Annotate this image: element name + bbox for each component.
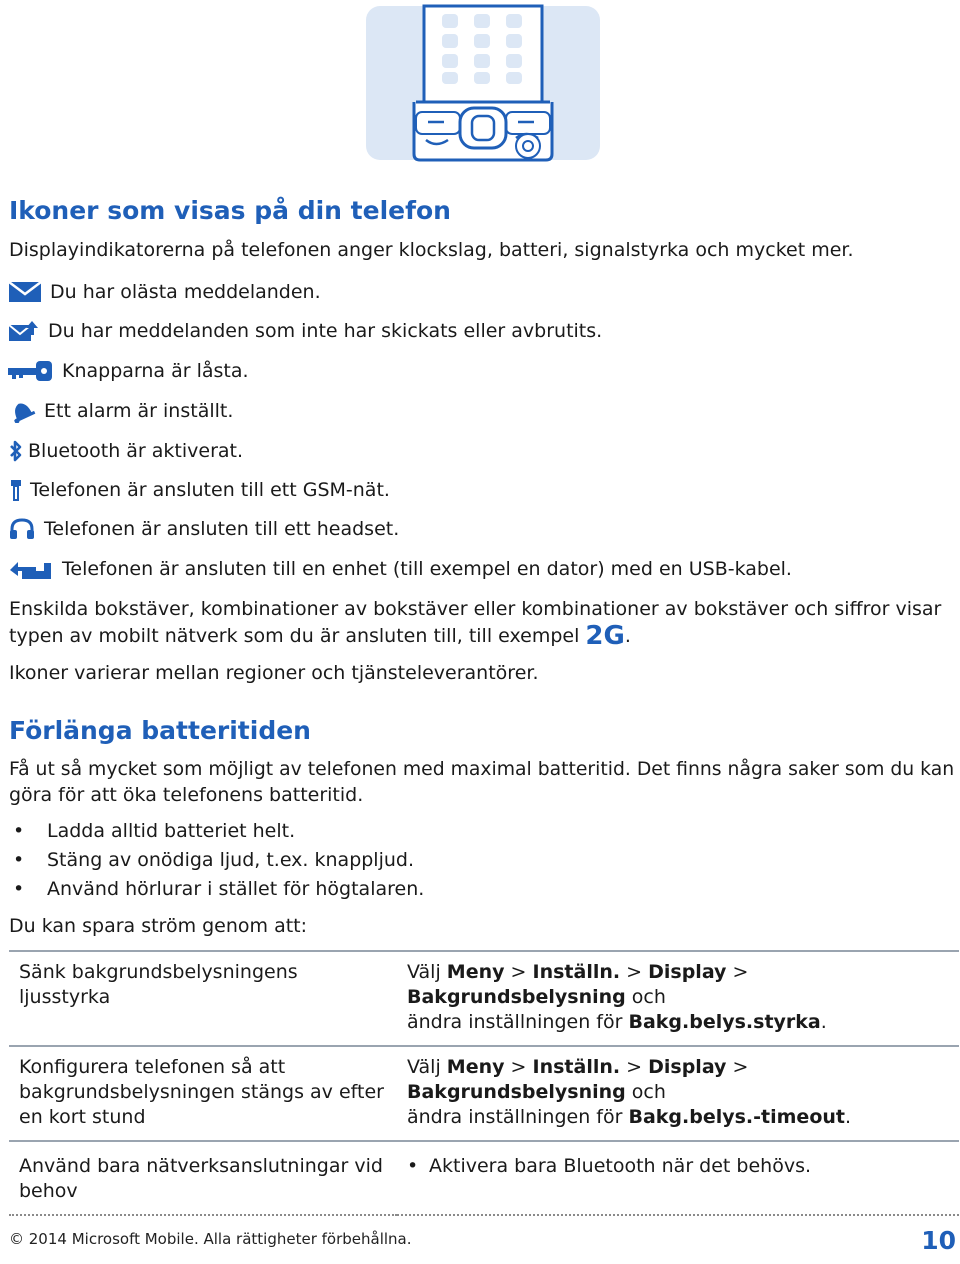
- table-cell-instruction: • Aktivera bara Bluetooth när det behövs.: [407, 1155, 812, 1177]
- list-item: • Stäng av onödiga ljud, t.ex. knappljud.: [13, 849, 415, 871]
- alarm-bell-icon: [8, 399, 36, 423]
- icon-list-item: Ett alarm är inställt.: [8, 398, 233, 424]
- table-row: [9, 1046, 959, 1141]
- list-item: • Ladda alltid batteriet helt.: [13, 820, 296, 842]
- headset-icon: [8, 517, 36, 541]
- icon-list-item: Du har meddelanden som inte har skickats eller avbrutits.: [8, 318, 602, 344]
- table-cell-action: Sänk bakgrundsbelysningens ljusstyrka: [19, 961, 298, 1008]
- list-item: • Använd hörlurar i stället för högtalaren.: [13, 878, 425, 900]
- key-lock-icon: [8, 359, 54, 383]
- battery-intro-line1: Få ut så mycket som möjligt av telefonen med maximal batteritid. Det finns några saker som du kan: [9, 759, 955, 780]
- envelope-unsent-icon: [8, 319, 40, 343]
- table-cell-instruction: Välj Meny > Inställn. > Display > Bakgrundsbelysning och ändra inställningen för Bakg.belys.styrka.: [407, 961, 827, 1033]
- table-row: [9, 952, 959, 1046]
- icons-vary-note: Ikoner varierar mellan regioner och tjänsteleverantörer.: [9, 662, 539, 684]
- icon-list-item: Bluetooth är aktiverat.: [8, 438, 243, 464]
- table-cell-instruction: Välj Meny > Inställn. > Display > Bakgrundsbelysning och ändra inställningen för Bakg.belys.-timeout.: [407, 1056, 852, 1128]
- table-cell-action: Använd bara nätverksanslutningar vid behov: [19, 1155, 383, 1202]
- network-type-text-line2: typen av mobilt nätverk som du är ansluten till, till exempel 2G .: [9, 621, 631, 651]
- section-intro: Displayindikatorerna på telefonen anger klockslag, batteri, signalstyrka och mycket mer.: [9, 239, 854, 261]
- icon-list-item: Du har olästa meddelanden.: [8, 279, 321, 305]
- usb-connection-icon: [8, 557, 52, 581]
- icon-list-item: Knapparna är låsta.: [8, 358, 249, 384]
- section-title-icons: Ikoner som visas på din telefon: [9, 196, 451, 225]
- bluetooth-icon: [8, 439, 24, 463]
- save-power-intro: Du kan spara ström genom att:: [9, 915, 308, 937]
- gsm-antenna-icon: [8, 478, 24, 502]
- table-cell-action: Konfigurera telefonen så att bakgrundsbelysningen stängs av efter en kort stund: [19, 1056, 384, 1128]
- envelope-icon: [8, 280, 42, 304]
- table-row: [9, 1141, 959, 1215]
- phone-keypad-icon: [364, 4, 602, 162]
- network-2g-icon: 2G: [585, 621, 625, 651]
- battery-intro-line2: göra för att öka telefonens batteritid.: [9, 784, 364, 806]
- icon-list-item: Telefonen är ansluten till ett headset.: [8, 516, 399, 542]
- copyright-footer: © 2014 Microsoft Mobile. Alla rättigheter förbehållna.: [9, 1230, 412, 1248]
- power-saving-table: [9, 950, 959, 1216]
- battery-tips-list: [9, 817, 424, 904]
- section-title-battery: Förlänga batteritiden: [9, 716, 311, 745]
- phone-illustration: [364, 4, 602, 162]
- icon-list-item: Telefonen är ansluten till ett GSM-nät.: [8, 477, 390, 503]
- page-number: 10: [921, 1226, 956, 1255]
- network-type-text-line1: Enskilda bokstäver, kombinationer av bokstäver eller kombinationer av bokstäver och siffror visar: [9, 598, 942, 620]
- icon-list-item: Telefonen är ansluten till en enhet (till exempel en dator) med en USB-kabel.: [8, 556, 792, 582]
